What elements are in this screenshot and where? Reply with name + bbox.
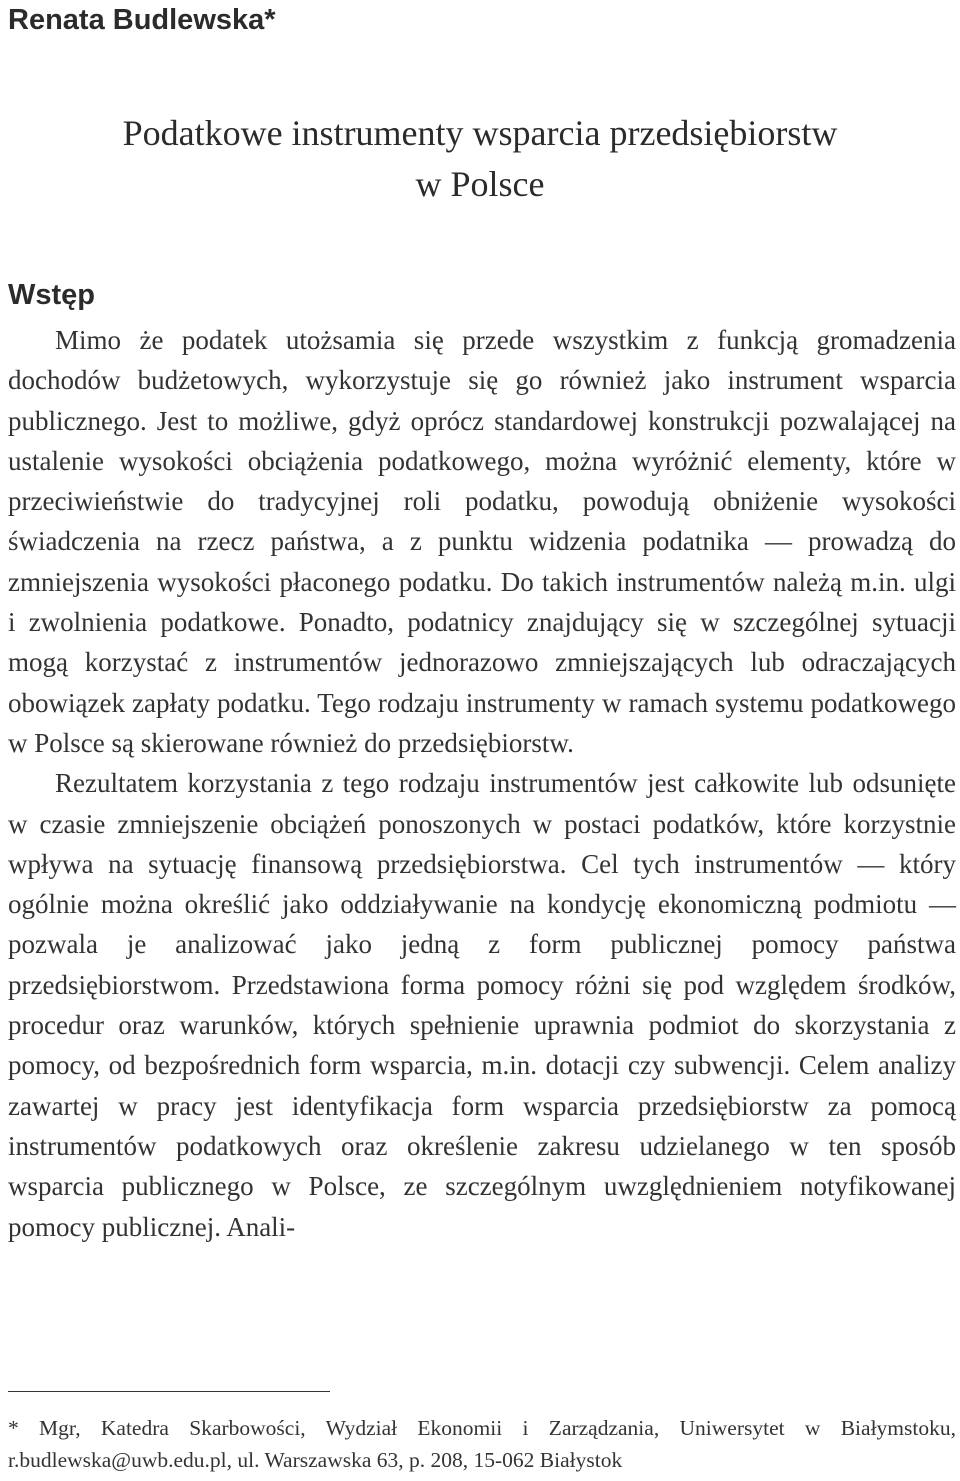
title-line-1: Podatkowe instrumenty wsparcia przedsiębiorstw xyxy=(122,113,838,153)
title-line-2: w Polsce xyxy=(415,164,545,204)
section-heading: Wstęp xyxy=(8,279,95,311)
footnote-divider xyxy=(8,1391,330,1392)
article-title xyxy=(0,108,960,210)
paragraph-1: Mimo że podatek utożsamia się przede wszystkim z funkcją gromadzenia dochodów budżetowych, wykorzystuje się go również jako instrument wsparcia publicznego. Jest to możliwe, gdyż oprócz standardowej konstrukcji pozwalającej na ustalenie wysokości obciążenia podatkowego, można wyróżnić elementy, które w przeciwieństwie do tradycyjnej roli podatku, powodują obniżenie wysokości świadczenia na rzecz państwa, a z punktu widzenia podatnika — prowadzą do zmniejszenia wysokości płaconego podatku. Do takich instrumentów należą m.in. ulgi i zwolnienia podatkowe. Ponadto, podatnicy znajdujący się w szczególnej sytuacji mogą korzystać z instrumentów jednorazowo zmniejszających lub odraczających obowiązek zapłaty podatku. Tego rodzaju instrumenty w ramach systemu podatkowego w Polsce są skierowane również do przedsiębiorstw. xyxy=(8,325,956,758)
paragraph-2: Rezultatem korzystania z tego rodzaju instrumentów jest całkowite lub odsunięte w czasie zmniejszenie obciążeń ponoszonych w postaci podatków, które korzystnie wpływa na sytuację finansową przedsiębiorstwa. Cel tych instrumentów — który ogólnie można określić jako oddziaływanie na kondycję ekonomiczną podmiotu — pozwala je analizować jako jedną z form publicznej pomocy państwa przedsiębiorstwom. Przedstawiona forma pomocy różni się pod względem środków, procedur oraz warunków, których spełnienie uprawnia podmiot do skorzystania z pomocy, od bezpośrednich form wsparcia, m.in. dotacji czy subwencji. Celem analizy zawartej w pracy jest identyfikacja form wsparcia przedsiębiorstw za pomocą instrumentów podatkowych oraz określenie zakresu udzielanego w ten sposób wsparcia publicznego w Polsce, ze szczególnym uwzględnieniem notyfikowanej pomocy publicznej. Anali- xyxy=(8,768,956,1242)
author-name: Renata Budlewska* xyxy=(8,4,276,36)
article-body xyxy=(8,320,956,1247)
footnote: * Mgr, Katedra Skarbowości, Wydział Ekonomii i Zarządzania, Uniwersytet w Białymstoku, r.budlewska@uwb.edu.pl, ul. Warszawska 63, p. 208, 15-062 Białystok xyxy=(8,1416,956,1472)
